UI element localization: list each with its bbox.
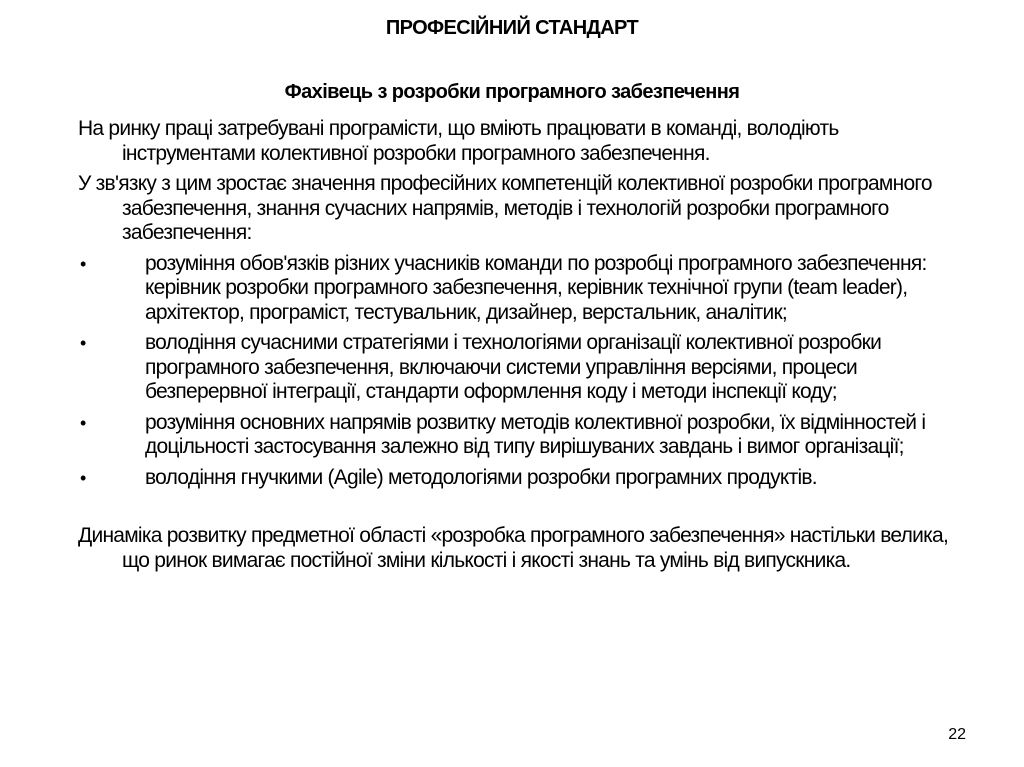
slide-body (78, 117, 968, 579)
bullet-icon: • (80, 412, 86, 433)
competencies-paragraph: У зв'язку з цим зростає значення професійних компетенцій колективної розробки програмного забезпечення, знання сучасних напрямів, методів і технологій розробки програмного забезпечення: (78, 172, 932, 244)
list-item (78, 466, 968, 491)
list-item (78, 331, 968, 405)
bullet-icon: • (80, 333, 86, 353)
intro-paragraph: На ринку праці затребувані програмісти, що вміють працювати в команді, володіють інструментами колективної розробки програмного забезпечення. (78, 117, 839, 165)
list-item-text: володіння гнучкими (Agile) методологіями розробки програмних продуктів. (145, 465, 817, 489)
list-item (78, 252, 968, 326)
slide-subtitle: Фахівець з розробки програмного забезпечення (284, 81, 740, 103)
list-item-text: володіння сучасними стратегіями і технологіями організації колективної розробки програмного забезпечення, включаючи системи управління версіями, процеси безперервної інтеграції, стандарти оформлення коду і методи інспекції коду; (145, 331, 882, 403)
list-item (78, 411, 968, 460)
slide-title: ПРОФЕСІЙНИЙ СТАНДАРТ (385, 17, 639, 39)
competencies-list (78, 252, 968, 491)
list-item-text: розуміння обов'язків різних учасників команди по розробці програмного забезпечення: керівник розробки програмного забезпечення, керівник технічної групи (team leader), архітектор, програміст, тестувальник, дизайнер, верстальник, аналітик; (145, 251, 927, 324)
list-item-text: розуміння основних напрямів розвитку методів колективної розробки, їх відмінностей і доцільності застосування залежно від типу вирішуваних завдань і вимог організації; (145, 410, 926, 458)
bullet-icon: • (80, 253, 86, 274)
page-number: 22 (948, 726, 966, 743)
bullet-icon: • (80, 467, 86, 488)
closing-paragraph: Динаміка розвитку предметної області «розробка програмного забезпечення» настільки велика, що ринок вимагає постійної зміни кількості і якості знань та умінь від випускника. (78, 524, 949, 572)
